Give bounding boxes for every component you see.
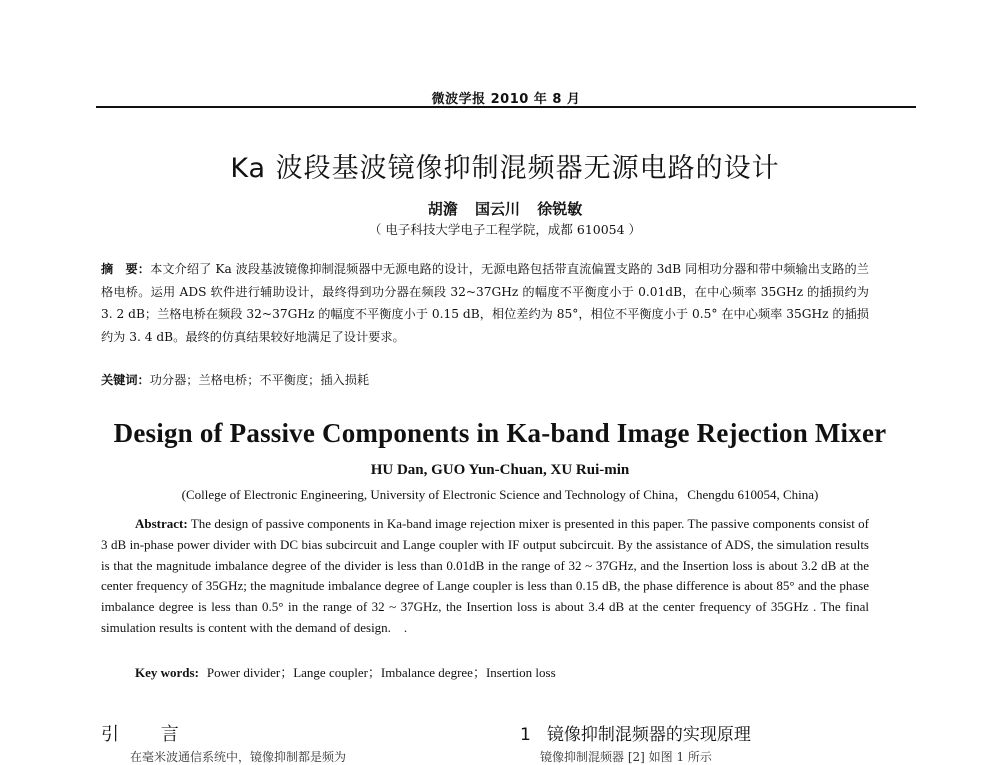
paper-title-cn: Ka 波段基波镜像抑制混频器无源电路的设计 (230, 153, 780, 184)
abstract-cn-label: 摘 要： (101, 262, 151, 276)
section-title: 镜像抑制混频器的实现原理 (546, 725, 751, 745)
abstract-cn-text: 本文介绍了 Ka 波段基波镜像抑制混频器中无源电路的设计，无源电路包括带直流偏置支路的 3dB 同相功分器和带中频输出支路的兰格电桥。运用 ADS 软件进行辅助设计，最终得到功分器在频段 32~37GHz 的幅度不平衡度小于 0.01dB，在中心频率 35GHz 的插损约为 3. 2 dB；兰格电桥在频段 32~37GHz 的幅度不平衡度小于 0.15 dB，相位差约为 85°，相位不平衡度小于 0.5° 在中心频率 35GHz 的插损约为 3. 4 dB。最终的仿真结果较好地满足了设计要求。 (101, 262, 869, 344)
header-rule (96, 106, 916, 108)
journal-header: 微波学报 2010 年 8 月 (431, 92, 581, 107)
abstract-en-text: The design of passive components in Ka-band image rejection mixer is presented in this paper. The passive components consist of 3 dB in-phase power divider with DC bias subcircuit and Lange coupler with IF output subcircuit. By the assistance of ADS, the simulation results is that the magnitude imbalance degree of the divider is less than 0.01dB in the range of 32 ~ 37GHz, and the Insertion loss is about 3.2 dB at the center frequency of 35GHz; the magnitude imbalance degree of Lange coupler is less than 0.15 dB, the phase difference is about 85° and the phase imbalance degree is less than 0.5° in the range of 32 ~ 37GHz, the Insertion loss is about 3.4 dB at the center frequency of 35GHz . The final simulation results is content with the demand of design. . (101, 516, 869, 635)
keywords-cn-text: 功分器；兰格电桥；不平衡度；插入损耗 (149, 373, 370, 387)
keywords-en-label: Key words: (135, 665, 199, 680)
keywords-cn (101, 370, 869, 390)
keywords-cn-label: 关键词： (101, 373, 150, 387)
authors-cn: 胡澹 国云川 徐锐敏 (427, 200, 583, 218)
authors-en: HU Dan, GUO Yun-Chuan, XU Rui-min (370, 462, 630, 478)
abstract-cn (101, 258, 869, 348)
body-text-right-cutoff: 镜像抑制混频器 [2] 如图 1 所示 (540, 750, 712, 764)
section-heading-introduction: 引 言 (101, 724, 197, 745)
paper-title-en: Design of Passive Components in Ka-band Image Rejection Mixer (113, 418, 887, 448)
keywords-en (135, 662, 875, 681)
section-heading-1 (520, 720, 751, 745)
abstract-en-label: Abstract: (135, 516, 188, 531)
abstract-en (101, 514, 869, 639)
body-text-left-cutoff: 在毫米波通信系统中，镜像抑制都是频为 (130, 750, 347, 764)
keywords-en-text: Power divider；Lange coupler；Imbalance degree；Insertion loss (206, 665, 556, 680)
affiliation-en: (College of Electronic Engineering, University of Electronic Science and Technology of China，Chengdu 610054, China) (181, 487, 819, 502)
section-number: 1 (520, 725, 531, 745)
affiliation-cn: （ 电子科技大学电子工程学院，成都 610054 ） (368, 222, 642, 237)
